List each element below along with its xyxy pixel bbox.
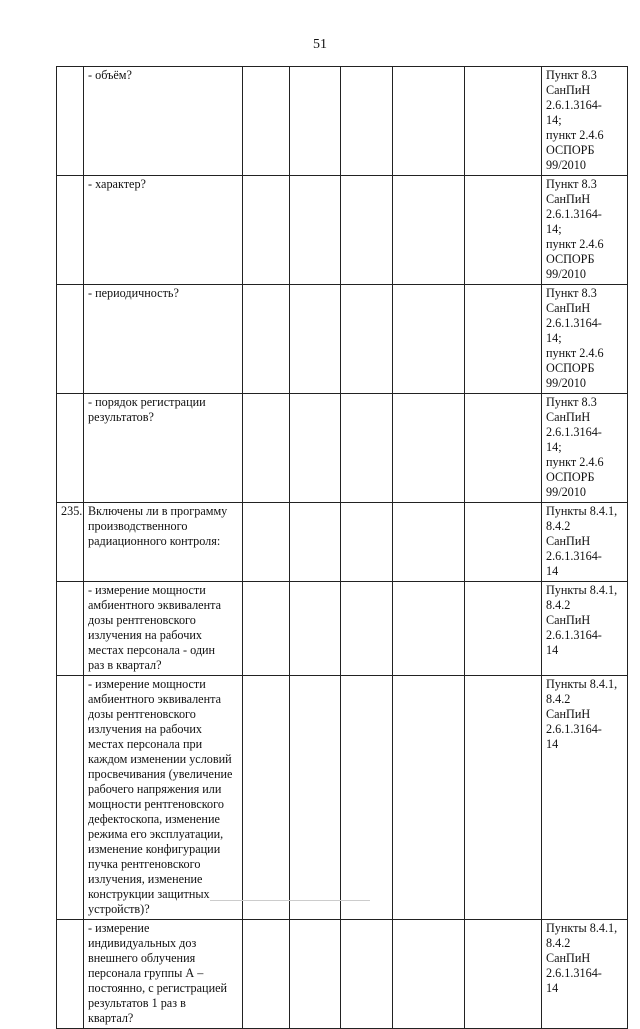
item-number — [57, 176, 84, 285]
item-number: 235. — [57, 503, 84, 582]
answer-cell — [290, 676, 341, 920]
question-text: - порядок регистрации результатов? — [84, 394, 243, 503]
question-text: - объём? — [84, 67, 243, 176]
answer-cell — [465, 920, 542, 1029]
legal-reference: Пункт 8.3 СанПиН 2.6.1.3164- 14; пункт 2.4.6 ОСПОРБ 99/2010 — [542, 394, 628, 503]
table-row — [57, 920, 628, 1029]
answer-cell — [465, 67, 542, 176]
answer-cell — [393, 920, 465, 1029]
answer-cell — [290, 503, 341, 582]
answer-cell — [243, 582, 290, 676]
item-number — [57, 67, 84, 176]
question-text: - измерение индивидуальных доз внешнего облучения персонала группы А – постоянно, с регистрацией результатов 1 раз в квартал? — [84, 920, 243, 1029]
answer-cell — [243, 176, 290, 285]
answer-cell — [243, 676, 290, 920]
answer-cell — [290, 285, 341, 394]
answer-cell — [243, 920, 290, 1029]
item-number — [57, 394, 84, 503]
table-row — [57, 67, 628, 176]
table-row — [57, 503, 628, 582]
answer-cell — [341, 582, 393, 676]
answer-cell — [393, 394, 465, 503]
answer-cell — [290, 67, 341, 176]
answer-cell — [341, 285, 393, 394]
item-number — [57, 920, 84, 1029]
table-row — [57, 176, 628, 285]
answer-cell — [243, 503, 290, 582]
answer-cell — [393, 176, 465, 285]
answer-cell — [341, 67, 393, 176]
answer-cell — [341, 503, 393, 582]
answer-cell — [465, 285, 542, 394]
answer-cell — [393, 503, 465, 582]
answer-cell — [341, 394, 393, 503]
page-number: 51 — [313, 37, 327, 52]
answer-cell — [290, 176, 341, 285]
answer-cell — [290, 394, 341, 503]
answer-cell — [465, 676, 542, 920]
answer-cell — [341, 676, 393, 920]
legal-reference: Пункт 8.3 СанПиН 2.6.1.3164- 14; пункт 2.4.6 ОСПОРБ 99/2010 — [542, 285, 628, 394]
answer-cell — [243, 394, 290, 503]
legal-reference: Пункты 8.4.1, 8.4.2 СанПиН 2.6.1.3164- 14 — [542, 920, 628, 1029]
answer-cell — [465, 582, 542, 676]
answer-cell — [290, 582, 341, 676]
answer-cell — [465, 394, 542, 503]
table-row — [57, 285, 628, 394]
answer-cell — [243, 285, 290, 394]
answer-cell — [393, 676, 465, 920]
answer-cell — [393, 67, 465, 176]
question-text: - измерение мощности амбиентного эквивалента дозы рентгеновского излучения на рабочих местах персонала - один раз в квартал? — [84, 582, 243, 676]
table-row — [57, 394, 628, 503]
legal-reference: Пункты 8.4.1, 8.4.2 СанПиН 2.6.1.3164- 14 — [542, 582, 628, 676]
question-text: Включены ли в программу производственного радиационного контроля: — [84, 503, 243, 582]
legal-reference: Пункты 8.4.1, 8.4.2 СанПиН 2.6.1.3164- 14 — [542, 676, 628, 920]
answer-cell — [465, 176, 542, 285]
item-number — [57, 676, 84, 920]
bottom-rule — [210, 900, 370, 901]
answer-cell — [341, 176, 393, 285]
requirements-table — [56, 66, 628, 1029]
answer-cell — [290, 920, 341, 1029]
legal-reference: Пункты 8.4.1, 8.4.2 СанПиН 2.6.1.3164- 14 — [542, 503, 628, 582]
question-text: - периодичность? — [84, 285, 243, 394]
question-text: - измерение мощности амбиентного эквивалента дозы рентгеновского излучения на рабочих местах персонала при каждом изменении условий просвечивания (увеличение рабочего напряжения или мощности рентгеновского дефектоскопа, изменение режима его эксплуатации, изменение конфигурации пучка рентгеновского излучения, изменение конструкции защитных устройств)? — [84, 676, 243, 920]
item-number — [57, 582, 84, 676]
answer-cell — [341, 920, 393, 1029]
table-row — [57, 676, 628, 920]
answer-cell — [393, 582, 465, 676]
legal-reference: Пункт 8.3 СанПиН 2.6.1.3164- 14; пункт 2.4.6 ОСПОРБ 99/2010 — [542, 67, 628, 176]
answer-cell — [243, 67, 290, 176]
question-text: - характер? — [84, 176, 243, 285]
legal-reference: Пункт 8.3 СанПиН 2.6.1.3164- 14; пункт 2.4.6 ОСПОРБ 99/2010 — [542, 176, 628, 285]
answer-cell — [393, 285, 465, 394]
item-number — [57, 285, 84, 394]
table-body — [57, 67, 628, 1029]
answer-cell — [465, 503, 542, 582]
table-row — [57, 582, 628, 676]
